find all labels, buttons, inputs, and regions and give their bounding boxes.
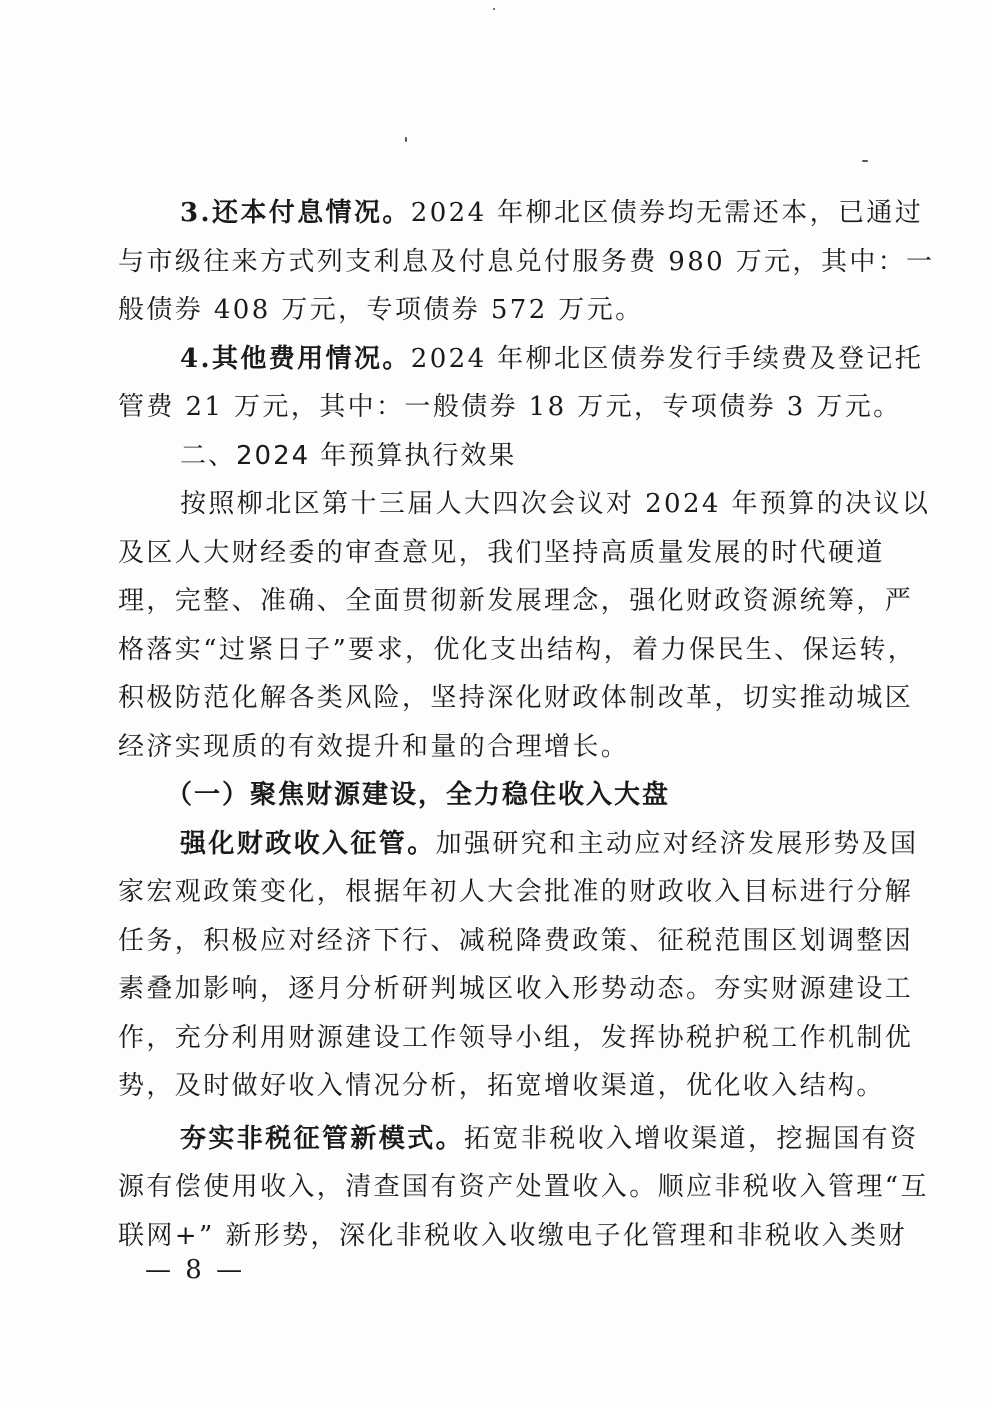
paragraph-lead: 强化财政收入征管。 (180, 828, 436, 859)
paragraph-revenue-line-1: 强化财政收入征管。加强研究和主动应对经济发展形势及国 (180, 828, 919, 859)
paragraph-intro-line-1: 按照柳北区第十三届人大四次会议对 2024 年预算的决议以 (180, 489, 931, 519)
paragraph-revenue-line-4: 素叠加影响，逐月分析研判城区收入形势动态。夯实财源建设工 (118, 974, 914, 1004)
paragraph-intro-line-2: 及区人大财经委的审查意见，我们坚持高质量发展的时代硬道 (118, 537, 885, 568)
paragraph-nontax-line-1: 夯实非税征管新模式。拓宽非税收入增收渠道，挖掘国有资 (180, 1123, 919, 1154)
scan-speck (405, 137, 407, 142)
paragraph-revenue-line-3: 任务，积极应对经济下行、减税降费政策、征税范围区划调整因 (118, 925, 914, 956)
scan-speck (493, 8, 495, 10)
paragraph-nontax-line-3: 联网+” 新形势，深化非税收入收缴电子化管理和非税收入类财 (118, 1220, 907, 1251)
paragraph-revenue-line-6: 势，及时做好收入情况分析，拓宽增收渠道，优化收入结构。 (118, 1071, 885, 1101)
subsection-heading: （一）聚焦财源建设，全力稳住收入大盘 (166, 780, 671, 810)
paragraph-debt-service-line-1: 3.还本付息情况。2024 年柳北区债券均无需还本，已通过 (180, 198, 924, 228)
paragraph-intro-line-3: 理，完整、准确、全面贯彻新发展理念，强化财政资源统筹，严 (118, 586, 914, 616)
paragraph-intro-line-6: 经济实现质的有效提升和量的合理增长。 (118, 731, 630, 762)
section-heading: 二、2024 年预算执行效果 (180, 440, 517, 471)
paragraph-other-fees-line-1: 4.其他费用情况。2024 年柳北区债券发行手续费及登记托 (180, 343, 924, 374)
paragraph-lead: 夯实非税征管新模式。 (180, 1123, 465, 1154)
paragraph-revenue-line-2: 家宏观政策变化，根据年初人大会批准的财政收入目标进行分解 (118, 877, 914, 907)
page-number: — 8 — (145, 1255, 246, 1285)
paragraph-intro-line-5: 积极防范化解各类风险，坚持深化财政体制改革，切实推动城区 (118, 683, 914, 713)
scan-speck (862, 160, 868, 162)
paragraph-debt-service-line-3: 般债券 408 万元，专项债券 572 万元。 (118, 295, 644, 325)
paragraph-debt-service-line-2: 与市级往来方式列支利息及付息兑付服务费 980 万元，其中：一 (118, 246, 935, 277)
paragraph-revenue-line-5: 作，充分利用财源建设工作领导小组，发挥协税护税工作机制优 (118, 1022, 914, 1053)
paragraph-lead: 4.其他费用情况。 (180, 343, 411, 374)
paragraph-nontax-line-2: 源有偿使用收入，清查国有资产处置收入。顺应非税收入管理“互 (118, 1172, 929, 1202)
paragraph-lead: 3.还本付息情况。 (180, 198, 411, 228)
document-body (118, 189, 935, 1260)
paragraph-intro-line-4: 格落实“过紧日子”要求，优化支出结构，着力保民生、保运转， (118, 634, 917, 665)
paragraph-other-fees-line-2: 管费 21 万元，其中：一般债券 18 万元，专项债券 3 万元。 (118, 392, 902, 422)
